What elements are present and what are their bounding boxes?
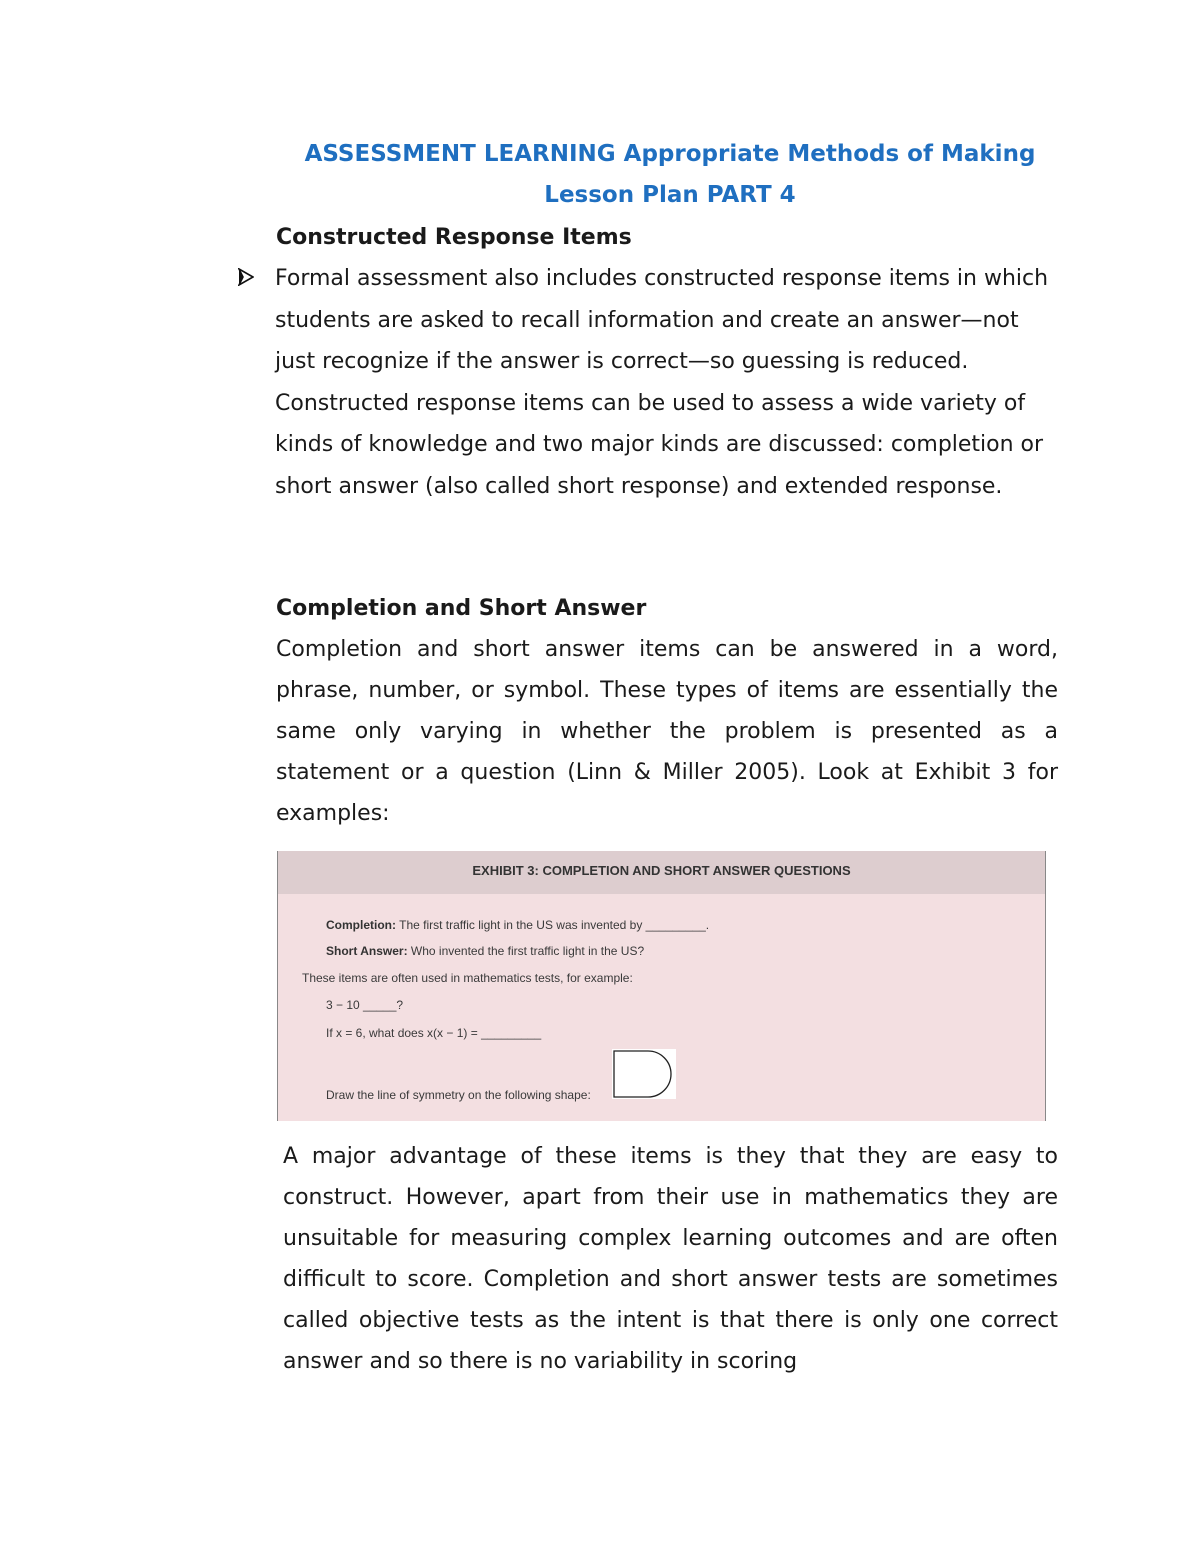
heading-constructed-response: Constructed Response Items	[276, 225, 632, 250]
exhibit-math-1: 3 − 10 _____?	[326, 998, 404, 1012]
paragraph-completion-intro: Completion and short answer items can be answered in a word, phrase, number, or symbol. These types of items are essentially the same only varying in whether the problem is presented as a statement or a question (Linn & Miller 2005). Look at Exhibit 3 for examples:	[276, 637, 1058, 826]
exhibit-completion-line	[326, 917, 709, 933]
exhibit-header: EXHIBIT 3: COMPLETION AND SHORT ANSWER QUESTIONS	[278, 851, 1045, 894]
exhibit-draw-line: Draw the line of symmetry on the following shape:	[326, 1088, 591, 1102]
exhibit-math-intro: These items are often used in mathematics tests, for example:	[302, 971, 633, 985]
paragraph-advantages: A major advantage of these items is they that they are easy to construct. However, apart from their use in mathematics they are unsuitable for measuring complex learning outcomes and are often difficult to score. Completion and short answer tests are sometimes called objective tests as the intent is that there is only one correct answer and so there is no variability in scoring	[283, 1144, 1058, 1374]
symmetry-shape-icon	[612, 1049, 676, 1099]
title-line-2: Lesson Plan PART 4	[544, 182, 796, 208]
short-answer-text: Who invented the first traffic light in the US?	[410, 944, 645, 958]
title-line-1: ASSESSMENT LEARNING Appropriate Methods of Making	[304, 141, 1036, 167]
arrow-bullet-icon	[238, 267, 254, 291]
short-answer-label: Short Answer:	[326, 944, 408, 958]
bullet-paragraph: Formal assessment also includes constructed response items in which students are asked to recall information and create an answer—not just recognize if the answer is correct—so guessing is reduced. Constructed response items can be used to assess a wide variety of kinds of knowledge and two major kinds are discussed: completion or short answer (also called short response) and extended response.	[275, 266, 1049, 499]
completion-text: The first traffic light in the US was invented by _________.	[399, 918, 710, 932]
exhibit-short-answer-line	[326, 943, 644, 959]
heading-completion-short-answer: Completion and Short Answer	[276, 596, 647, 621]
completion-label: Completion:	[326, 918, 396, 932]
document-title	[240, 134, 1100, 216]
exhibit-math-2: If x = 6, what does x(x − 1) = _________	[326, 1026, 542, 1040]
exhibit-3-image	[277, 851, 1046, 1121]
